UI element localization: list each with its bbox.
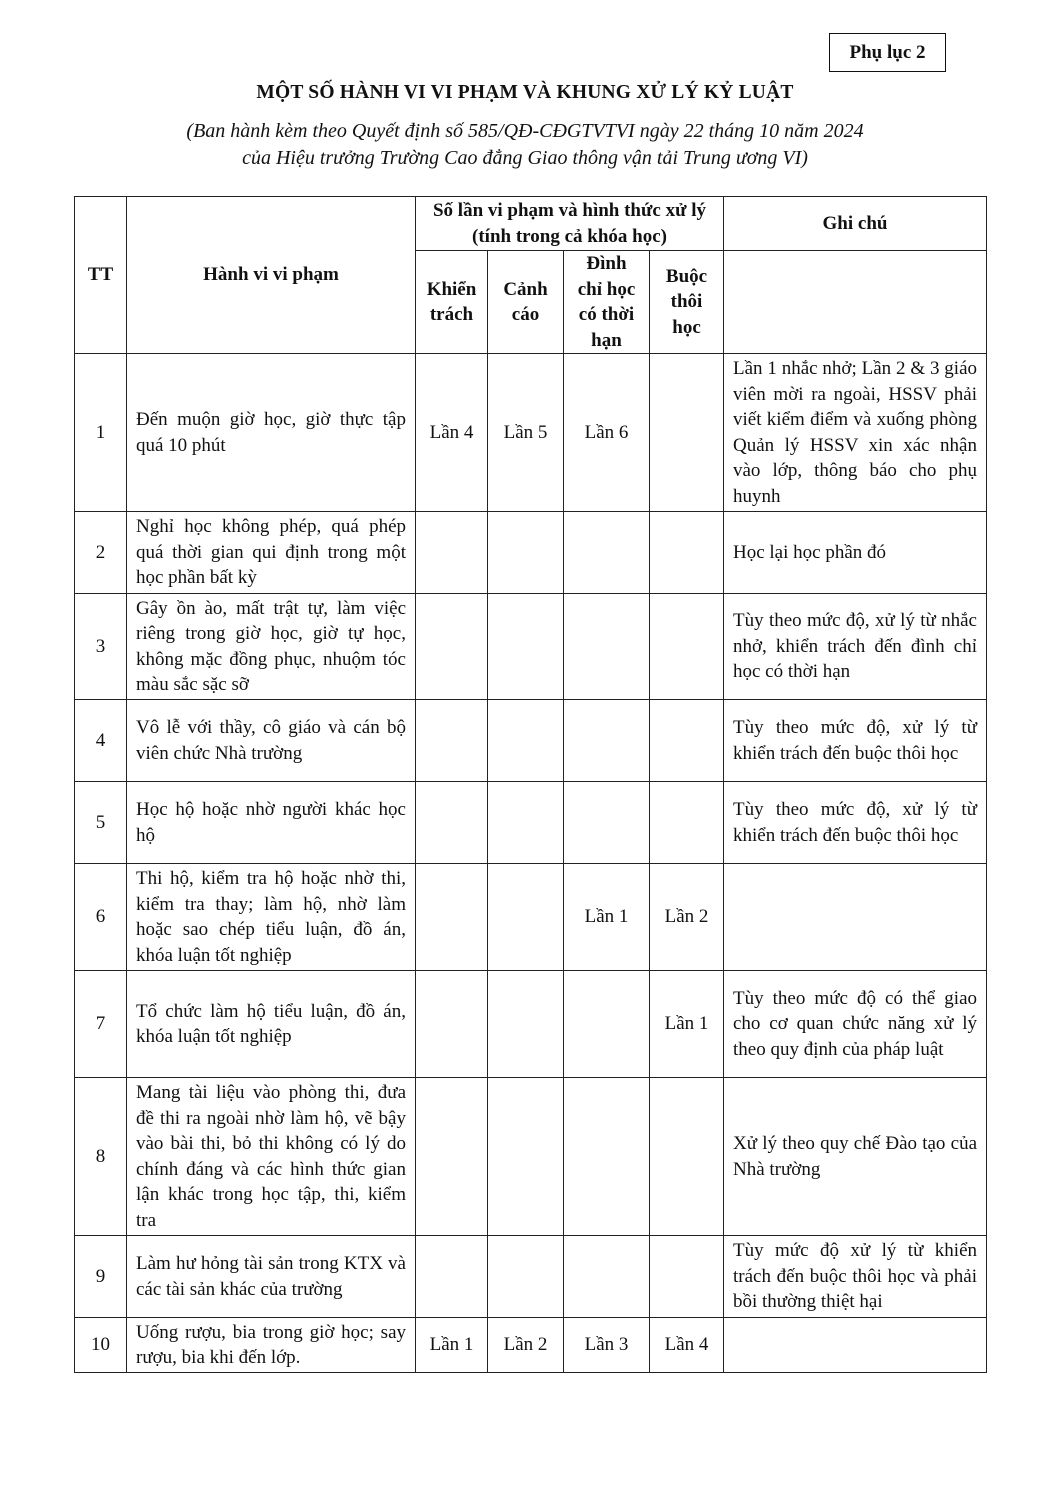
row-number: 4 (75, 700, 127, 782)
subtitle-line-1: (Ban hành kèm theo Quyết định số 585/QĐ-CĐGTVTVI ngày 22 tháng 10 năm 2024 (186, 120, 864, 142)
table-row (75, 782, 987, 864)
row-note: Tùy mức độ xử lý từ khiển trách đến buộc thôi học và phải bồi thường thiệt hại (724, 1236, 987, 1318)
row-expulsion (650, 354, 724, 512)
row-note: Tùy theo mức độ, xử lý từ khiển trách đến buộc thôi học (724, 700, 987, 782)
table-row (75, 354, 987, 512)
row-behavior: Gây ồn ào, mất trật tự, làm việc riêng trong giờ học, giờ tự học, không mặc đồng phục, nhuộm tóc màu sắc sặc sỡ (127, 594, 416, 700)
row-behavior: Vô lễ với thầy, cô giáo và cán bộ viên chức Nhà trường (127, 700, 416, 782)
row-expulsion: Lần 4 (650, 1318, 724, 1373)
row-behavior: Làm hư hỏng tài sản trong KTX và các tài sản khác của trường (127, 1236, 416, 1318)
header-note-blank (724, 251, 987, 354)
row-reprimand (416, 864, 488, 971)
row-note: Tùy theo mức độ, xử lý từ nhắc nhở, khiển trách đến đình chỉ học có thời hạn (724, 594, 987, 700)
table-row (75, 864, 987, 971)
row-note: Xử lý theo quy chế Đào tạo của Nhà trường (724, 1078, 987, 1236)
row-expulsion (650, 782, 724, 864)
row-reprimand (416, 971, 488, 1078)
row-expulsion (650, 700, 724, 782)
row-suspension: Lần 3 (564, 1318, 650, 1373)
row-expulsion (650, 512, 724, 594)
row-suspension (564, 512, 650, 594)
row-warning: Lần 5 (488, 354, 564, 512)
header-reprimand: Khiển trách (416, 251, 488, 354)
row-behavior: Mang tài liệu vào phòng thi, đưa đề thi ra ngoài nhờ làm hộ, vẽ bậy vào bài thi, bỏ thi không có lý do chính đáng và các hình thức gian lận khác trong học tập, thi, kiểm tra (127, 1078, 416, 1236)
row-warning (488, 700, 564, 782)
row-suspension (564, 700, 650, 782)
header-behavior: Hành vi vi phạm (127, 197, 416, 354)
row-warning (488, 864, 564, 971)
table-row (75, 512, 987, 594)
row-number: 9 (75, 1236, 127, 1318)
row-expulsion: Lần 1 (650, 971, 724, 1078)
row-behavior: Thi hộ, kiểm tra hộ hoặc nhờ thi, kiểm tra thay; làm hộ, nhờ làm hoặc sao chép tiểu luận, đồ án, khóa luận tốt nghiệp (127, 864, 416, 971)
row-expulsion (650, 1078, 724, 1236)
row-number: 8 (75, 1078, 127, 1236)
row-behavior: Uống rượu, bia trong giờ học; say rượu, bia khi đến lớp. (127, 1318, 416, 1373)
row-note: Tùy theo mức độ, xử lý từ khiển trách đến buộc thôi học (724, 782, 987, 864)
document-subtitle (0, 118, 1050, 172)
row-expulsion (650, 1236, 724, 1318)
row-number: 2 (75, 512, 127, 594)
row-reprimand (416, 512, 488, 594)
row-suspension (564, 782, 650, 864)
row-reprimand (416, 594, 488, 700)
row-reprimand: Lần 1 (416, 1318, 488, 1373)
row-number: 7 (75, 971, 127, 1078)
row-note (724, 864, 987, 971)
row-warning: Lần 2 (488, 1318, 564, 1373)
row-suspension (564, 1236, 650, 1318)
row-note: Tùy theo mức độ có thể giao cho cơ quan chức năng xử lý theo quy định của pháp luật (724, 971, 987, 1078)
row-warning (488, 1078, 564, 1236)
row-behavior: Học hộ hoặc nhờ người khác học hộ (127, 782, 416, 864)
row-suspension: Lần 1 (564, 864, 650, 971)
table-row (75, 1236, 987, 1318)
row-note (724, 1318, 987, 1373)
header-note: Ghi chú (724, 197, 987, 251)
header-suspension: Đình chỉ học có thời hạn (564, 251, 650, 354)
table-row (75, 700, 987, 782)
row-note: Học lại học phần đó (724, 512, 987, 594)
row-warning (488, 782, 564, 864)
subtitle-line-2: của Hiệu trưởng Trường Cao đẳng Giao thông vận tải Trung ương VI) (242, 147, 808, 169)
row-suspension (564, 594, 650, 700)
row-reprimand: Lần 4 (416, 354, 488, 512)
row-reprimand (416, 1078, 488, 1236)
row-number: 1 (75, 354, 127, 512)
row-note: Lần 1 nhắc nhở; Lần 2 & 3 giáo viên mời ra ngoài, HSSV phải viết kiểm điểm và xuống phòng Quản lý HSSV xin xác nhận vào lớp, thông báo cho phụ huynh (724, 354, 987, 512)
row-reprimand (416, 1236, 488, 1318)
row-number: 5 (75, 782, 127, 864)
row-warning (488, 512, 564, 594)
row-number: 10 (75, 1318, 127, 1373)
header-tt: TT (75, 197, 127, 354)
table-row (75, 1078, 987, 1236)
row-warning (488, 594, 564, 700)
table-row (75, 971, 987, 1078)
document-title: MỘT SỐ HÀNH VI VI PHẠM VÀ KHUNG XỬ LÝ KỶ LUẬT (256, 82, 794, 103)
violations-table (74, 196, 987, 1373)
row-suspension (564, 1078, 650, 1236)
row-number: 6 (75, 864, 127, 971)
row-number: 3 (75, 594, 127, 700)
row-suspension: Lần 6 (564, 354, 650, 512)
row-warning (488, 1236, 564, 1318)
row-suspension (564, 971, 650, 1078)
header-penalty-group: Số lần vi phạm và hình thức xử lý (tính trong cả khóa học) (416, 197, 724, 251)
header-warning: Cảnh cáo (488, 251, 564, 354)
row-behavior: Nghỉ học không phép, quá phép quá thời gian qui định trong một học phần bất kỳ (127, 512, 416, 594)
header-expulsion: Buộc thôi học (650, 251, 724, 354)
table-row (75, 594, 987, 700)
row-expulsion: Lần 2 (650, 864, 724, 971)
appendix-label: Phụ lục 2 (829, 33, 946, 72)
row-behavior: Đến muộn giờ học, giờ thực tập quá 10 phút (127, 354, 416, 512)
row-behavior: Tổ chức làm hộ tiểu luận, đồ án, khóa luận tốt nghiệp (127, 971, 416, 1078)
row-warning (488, 971, 564, 1078)
row-reprimand (416, 782, 488, 864)
row-reprimand (416, 700, 488, 782)
table-row (75, 1318, 987, 1373)
row-expulsion (650, 594, 724, 700)
